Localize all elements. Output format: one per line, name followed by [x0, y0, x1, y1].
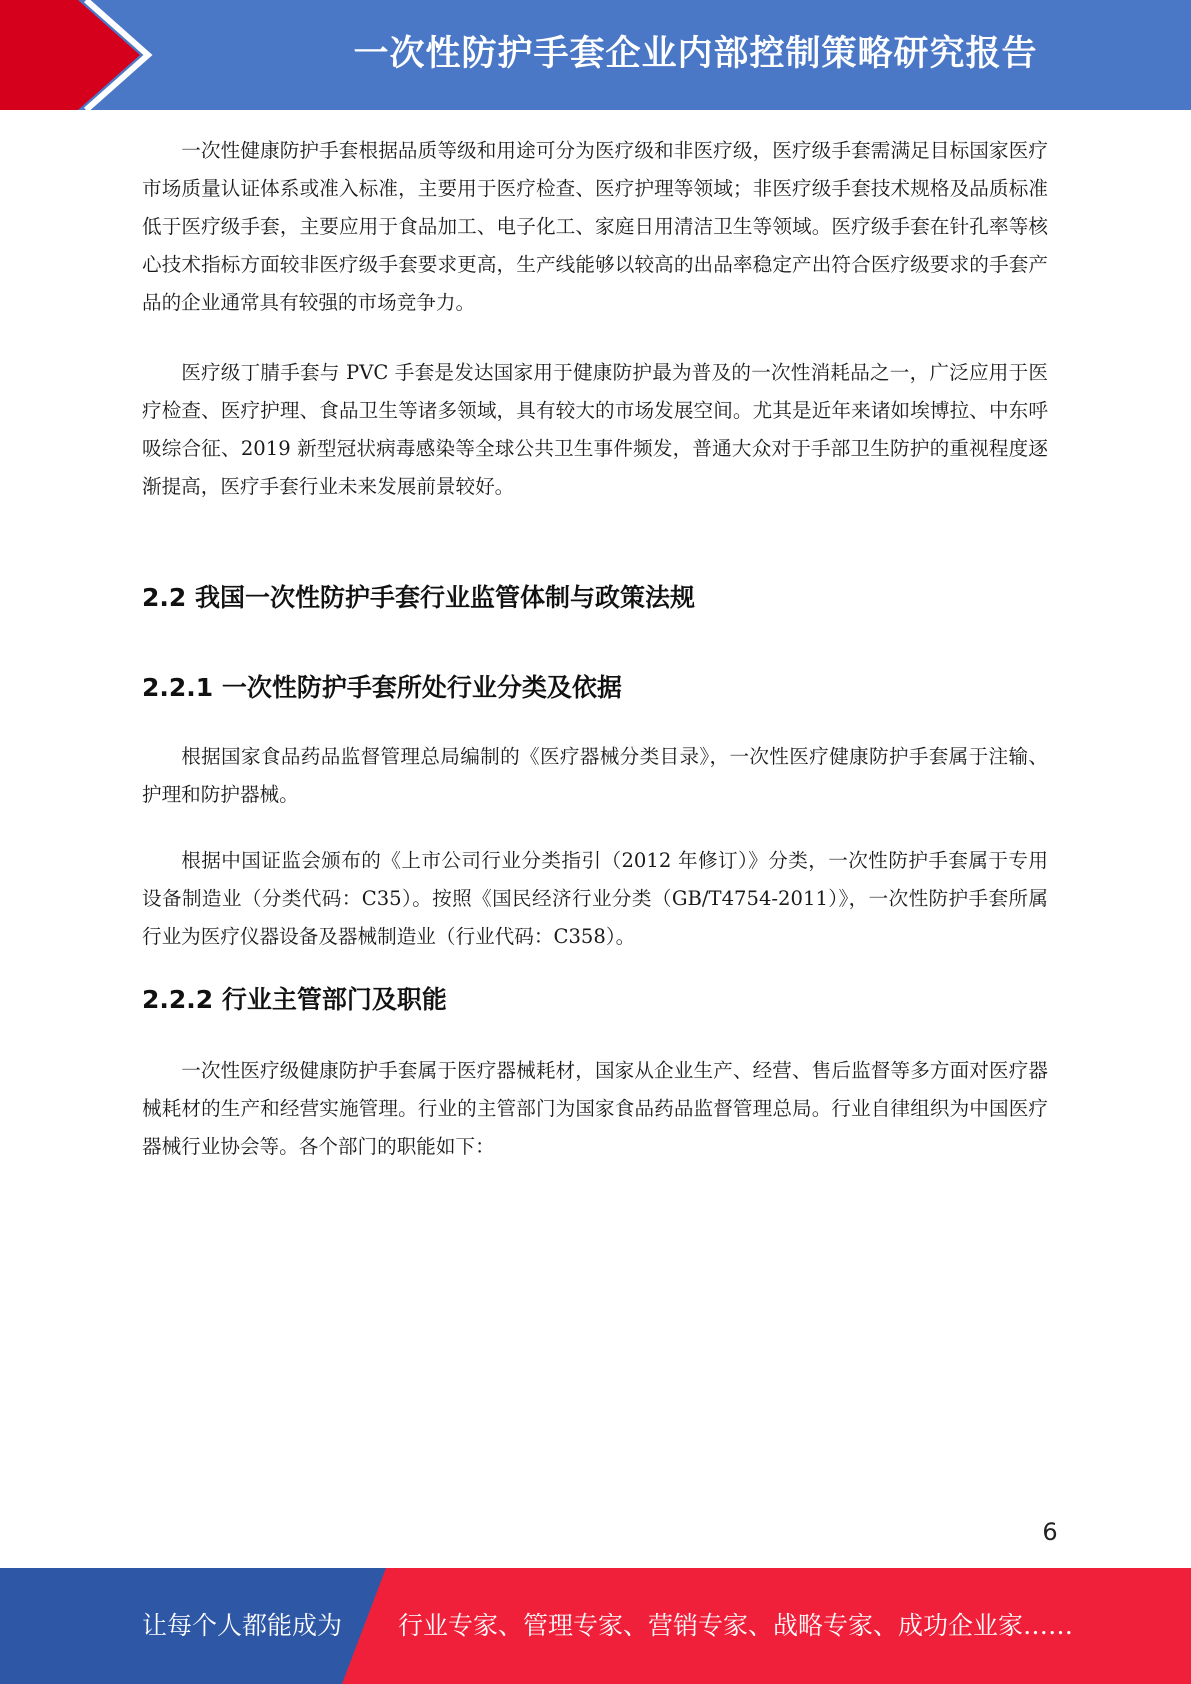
paragraph-device-catalog: 根据国家食品药品监督管理总局编制的《医疗器械分类目录》，一次性医疗健康防护手套属于注输、护理和防护器械。 — [142, 745, 1048, 806]
document-title: 一次性防护手套企业内部控制策略研究报告 — [353, 34, 1038, 74]
header-banner — [0, 0, 1191, 110]
section-heading-2-2-2: 2.2.2 行业主管部门及职能 — [142, 985, 447, 1014]
footer-slogan-right: 行业专家、管理专家、营销专家、战略专家、成功企业家…… — [398, 1611, 1074, 1640]
footer-banner — [0, 1568, 1191, 1684]
document-body — [142, 132, 1048, 1166]
paragraph-medical-gloves-market: 医疗级丁腈手套与 PVC 手套是发达国家用于健康防护最为普及的一次性消耗品之一，广泛应用于医疗检查、医疗护理、食品卫生等诸多领域，具有较大的市场发展空间。尤其是近年来诸如埃博拉、中东呼吸综合征、2019 新型冠状病毒感染等全球公共卫生事件频发，普通大众对于手部卫生防护的重视程度逐渐提高，医疗手套行业未来发展前景较好。 — [142, 361, 1048, 498]
paragraph-industry-classification: 根据中国证监会颁布的《上市公司行业分类指引（2012 年修订）》分类，一次性防护手套属于专用设备制造业（分类代码：C35）。按照《国民经济行业分类（GB/T4754-2011）》，一次性防护手套所属行业为医疗仪器设备及器械制造业（行业代码：C358）。 — [142, 849, 1049, 948]
page-number: 6 — [1042, 1518, 1058, 1546]
footer-slogan-left: 让每个人都能成为 — [142, 1611, 343, 1640]
section-heading-2-2-1: 2.2.1 一次性防护手套所处行业分类及依据 — [142, 673, 622, 702]
section-heading-2-2: 2.2 我国一次性防护手套行业监管体制与政策法规 — [142, 583, 695, 612]
paragraph-glove-classification: 一次性健康防护手套根据品质等级和用途可分为医疗级和非医疗级，医疗级手套需满足目标国家医疗市场质量认证体系或准入标准，主要用于医疗检查、医疗护理等领域；非医疗级手套技术规格及品质标准低于医疗级手套，主要应用于食品加工、电子化工、家庭日用清洁卫生等领域。医疗级手套在针孔率等核心技术指标方面较非医疗级手套要求更高，生产线能够以较高的出品率稳定产出符合医疗级要求的手套产品的企业通常具有较强的市场竞争力。 — [142, 139, 1048, 314]
header-red-arrow — [0, 0, 160, 110]
paragraph-regulatory-authority: 一次性医疗级健康防护手套属于医疗器械耗材，国家从企业生产、经营、售后监督等多方面对医疗器械耗材的生产和经营实施管理。行业的主管部门为国家食品药品监督管理总局。行业自律组织为中国医疗器械行业协会等。各个部门的职能如下： — [142, 1059, 1048, 1158]
